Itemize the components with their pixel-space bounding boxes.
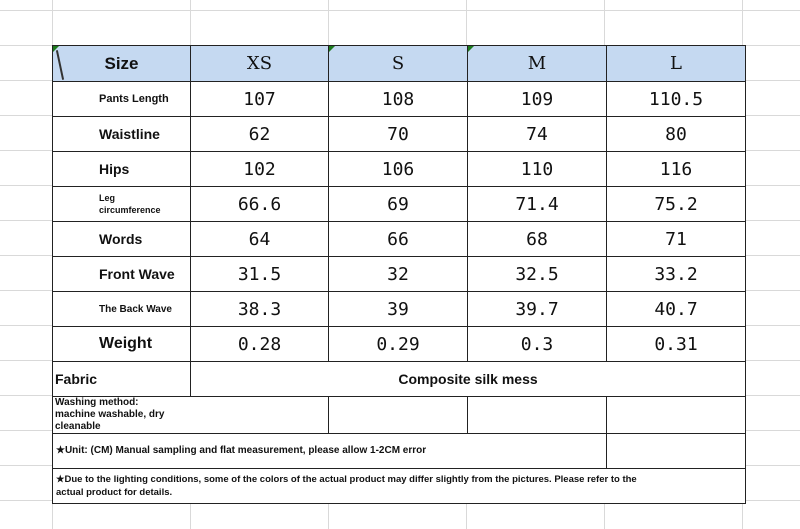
row-label-leg-circumference[interactable]: Leg circumference [53,187,191,222]
fabric-row [53,362,746,397]
table-row [53,152,746,187]
table-cell[interactable]: 107 [191,82,329,117]
table-cell[interactable]: 66.6 [191,187,329,222]
table-cell[interactable]: 32 [329,257,468,292]
table-row [53,117,746,152]
row-label-pants-length[interactable]: Pants Length [53,82,191,117]
table-cell[interactable]: 0.31 [607,327,746,362]
cell-comment-marker [53,46,59,52]
table-cell[interactable]: 70 [329,117,468,152]
row-label-words[interactable]: Words [53,222,191,257]
table-cell[interactable]: 108 [329,82,468,117]
table-cell[interactable]: 64 [191,222,329,257]
table-cell[interactable]: 62 [191,117,329,152]
table-cell[interactable]: 32.5 [468,257,607,292]
table-cell[interactable]: 0.28 [191,327,329,362]
row-label-hips[interactable]: Hips [53,152,191,187]
table-row [53,257,746,292]
table-cell[interactable]: 69 [329,187,468,222]
lighting-row [53,469,746,504]
empty-cell[interactable] [607,434,746,469]
table-cell[interactable]: 102 [191,152,329,187]
table-cell[interactable]: 33.2 [607,257,746,292]
table-cell[interactable]: 66 [329,222,468,257]
table-cell[interactable]: 0.29 [329,327,468,362]
table-cell[interactable]: 38.3 [191,292,329,327]
table-cell[interactable]: 110.5 [607,82,746,117]
row-label-back-wave[interactable]: The Back Wave [53,292,191,327]
washing-note[interactable]: Washing method: machine washable, dry cleanable [53,397,329,434]
size-s-header[interactable]: S [329,46,468,82]
table-row [53,292,746,327]
fabric-value[interactable]: Composite silk mess [191,362,746,397]
table-cell[interactable]: 116 [607,152,746,187]
size-l-header[interactable]: L [607,46,746,82]
lighting-note[interactable]: ★Due to the lighting conditions, some of the colors of the actual product may differ slightly from the pictures. Please refer to the actual product for details. [53,469,746,504]
table-cell[interactable]: 0.3 [468,327,607,362]
table-cell[interactable]: 109 [468,82,607,117]
table-cell[interactable]: 68 [468,222,607,257]
table-cell[interactable]: 71 [607,222,746,257]
table-cell[interactable]: 110 [468,152,607,187]
table-row [53,327,746,362]
size-m-header[interactable]: M [468,46,607,82]
row-label-front-wave[interactable]: Front Wave [53,257,191,292]
unit-row [53,434,746,469]
table-cell[interactable]: 71.4 [468,187,607,222]
table-row [53,82,746,117]
row-label-waistline[interactable]: Waistline [53,117,191,152]
table-cell[interactable]: 75.2 [607,187,746,222]
empty-cell[interactable] [607,397,746,434]
washing-row [53,397,746,434]
empty-cell[interactable] [468,397,607,434]
table-row [53,222,746,257]
cell-comment-marker [468,46,474,52]
size-chart-table [52,45,746,504]
table-cell[interactable]: 39 [329,292,468,327]
table-cell[interactable]: 39.7 [468,292,607,327]
table-cell[interactable]: 106 [329,152,468,187]
table-cell[interactable]: 74 [468,117,607,152]
table-cell[interactable]: 31.5 [191,257,329,292]
size-xs-header[interactable]: XS [191,46,329,82]
size-header[interactable]: Size [53,46,191,82]
unit-note[interactable]: ★Unit: (CM) Manual sampling and flat measurement, please allow 1-2CM error [53,434,607,469]
table-cell[interactable]: 40.7 [607,292,746,327]
empty-cell[interactable] [329,397,468,434]
header-row [53,46,746,82]
table-row [53,187,746,222]
fabric-label[interactable]: Fabric [53,362,191,397]
cell-comment-marker [329,46,335,52]
row-label-weight[interactable]: Weight [53,327,191,362]
table-cell[interactable]: 80 [607,117,746,152]
